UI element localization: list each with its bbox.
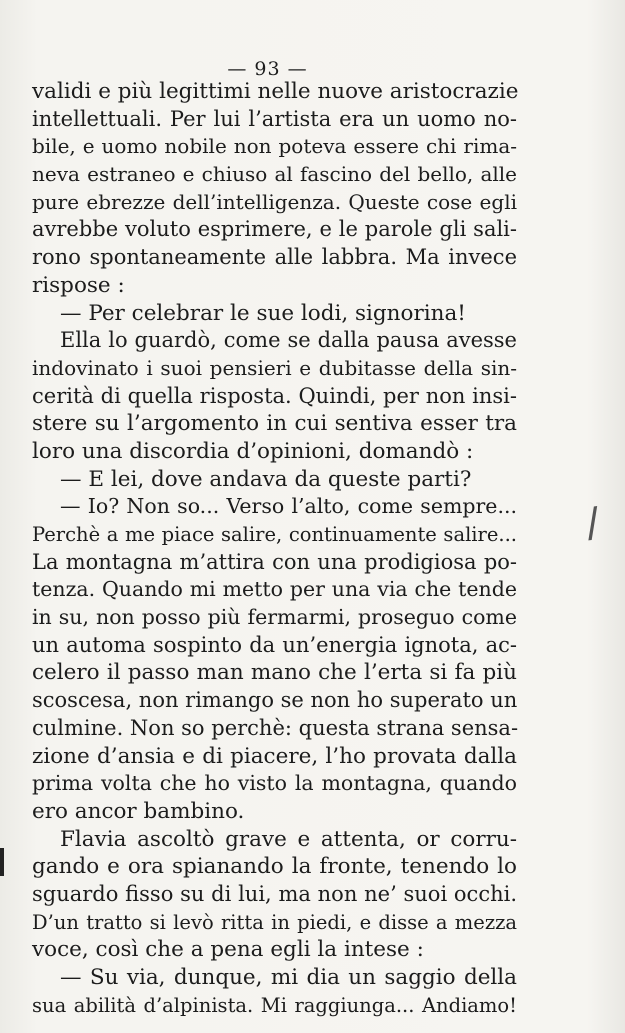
text-line: Perchè a me piace salire, continuamente salire... xyxy=(32,523,517,546)
text-line: sguardo fisso su di lui, ma non ne’ suoi occhi. xyxy=(32,881,517,906)
text-line: validi e più legittimi nelle nuove aristocrazie xyxy=(32,79,519,104)
text-line: gando e ora spianando la fronte, tenendo lo xyxy=(32,854,517,880)
text-line: Ella lo guardò, come se dalla pausa avesse xyxy=(60,328,517,353)
text-line: pure ebrezze dell’intelligenza. Queste cose egli xyxy=(32,189,517,214)
text-line: — Per celebrar le sue lodi, signorina! xyxy=(60,300,466,326)
text-line: stere su l’argomento in cui sentiva esser tra xyxy=(32,411,517,437)
text-line: un automa sospinto da un’energia ignota, ac- xyxy=(32,632,517,657)
text-line: Flavia ascoltò grave e attenta, or corru- xyxy=(60,826,517,852)
text-line: zione d’ansia e di piacere, l’ho provata dalla xyxy=(32,743,517,769)
text-line: cerità di quella risposta. Quindi, per non insi- xyxy=(32,383,517,408)
text-line: loro una discordia d’opinioni, domandò : xyxy=(32,438,474,464)
text-line: — Su via, dunque, mi dia un saggio della xyxy=(60,965,517,990)
text-line: rispose : xyxy=(32,272,125,298)
text-line: — Io? Non so... Verso l’alto, come sempre... xyxy=(60,494,517,519)
text-line: intellettuali. Per lui l’artista era un uomo no- xyxy=(32,106,517,131)
text-line: tenza. Quando mi metto per una via che tende xyxy=(32,577,517,602)
text-line: indovinato i suoi pensieri e dubitasse della sin- xyxy=(32,355,517,380)
text-line: ero ancor bambino. xyxy=(32,798,245,824)
text-line: celero il passo man mano che l’erta si fa più xyxy=(32,660,517,686)
page-number: — 93 — xyxy=(227,58,308,80)
text-line: rono spontaneamente alle labbra. Ma invece xyxy=(32,245,517,270)
text-line: scoscesa, non rimango se non ho superato un xyxy=(32,688,518,713)
text-line: voce, così che a pena egli la intese : xyxy=(32,937,424,963)
text-line: bile, e uomo nobile non poteva essere chi rima- xyxy=(32,134,517,159)
text-line: D’un tratto si levò ritta in piedi, e disse a mezza xyxy=(32,910,517,934)
body-text xyxy=(32,78,517,1019)
text-line: avrebbe voluto esprimere, e le parole gli sali- xyxy=(32,217,517,242)
text-line: culmine. Non so perchè: questa strana sensa- xyxy=(32,715,519,740)
text-line: sua abilità d’alpinista. Mi raggiunga... Andiamo! xyxy=(32,993,517,1017)
text-line: in su, non posso più fermarmi, proseguo come xyxy=(32,605,517,630)
text-line: prima volta che ho visto la montagna, quando xyxy=(32,771,517,796)
text-line: — E lei, dove andava da queste parti? xyxy=(60,466,472,492)
text-line: La montagna m’attira con una prodigiosa po- xyxy=(32,549,517,574)
text-line: neva estraneo e chiuso al fascino del bello, alle xyxy=(32,162,517,187)
page-edge-mark xyxy=(0,848,4,876)
margin-pencil-mark: / xyxy=(582,499,603,547)
